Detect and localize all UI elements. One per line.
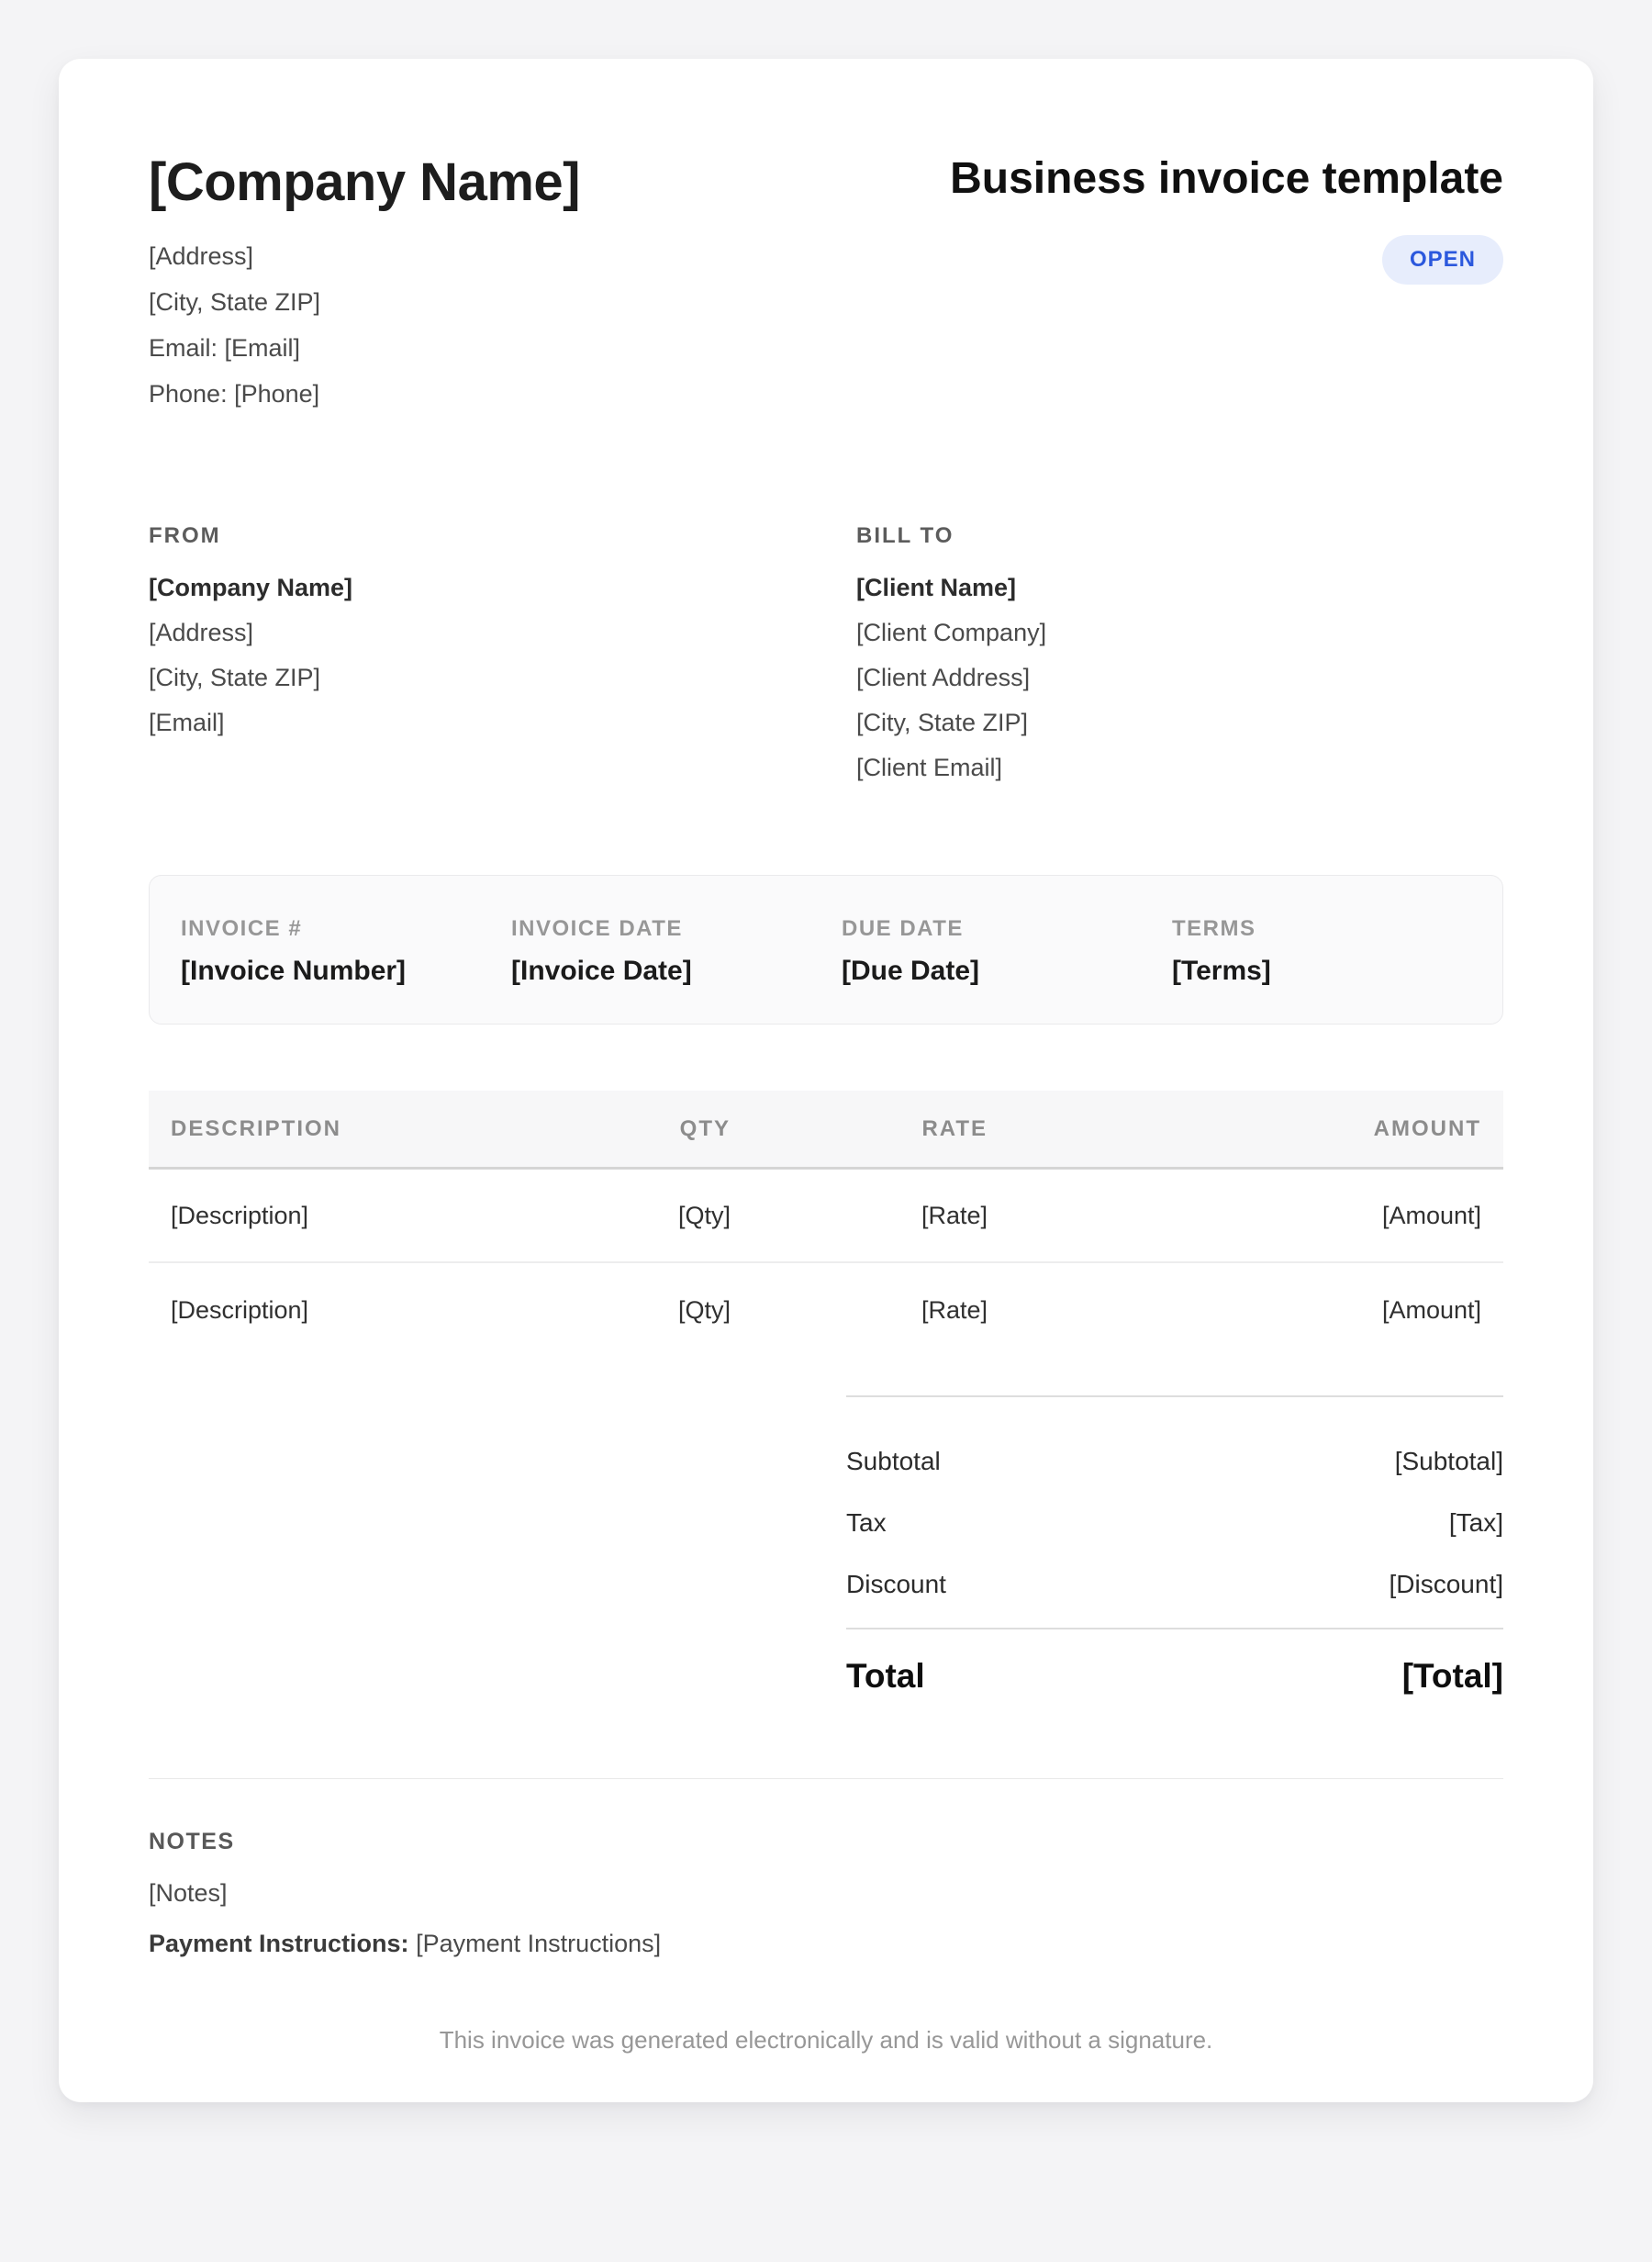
meta-field-terms bbox=[1172, 916, 1502, 987]
status-badge[interactable]: OPEN bbox=[1382, 235, 1503, 285]
cell-rate: [Rate] bbox=[921, 1201, 988, 1229]
column-header-amount: AMOUNT bbox=[1373, 1115, 1481, 1141]
notes-text: [Notes] bbox=[149, 1879, 228, 1907]
meta-field-due-date bbox=[842, 916, 1172, 987]
totals-section bbox=[846, 1395, 1503, 1696]
invoice-header bbox=[149, 152, 1503, 417]
bill-to-line: [Client Company] bbox=[856, 619, 1047, 646]
meta-value: [Due Date] bbox=[842, 956, 980, 986]
column-header-rate: RATE bbox=[921, 1115, 988, 1141]
meta-value: [Terms] bbox=[1172, 956, 1271, 986]
from-line: [Address] bbox=[149, 619, 254, 646]
subtotal-row bbox=[846, 1430, 1503, 1492]
client-name: [Client Name] bbox=[856, 574, 1017, 601]
page-title: Business invoice template bbox=[950, 154, 1503, 203]
meta-field-invoice-number bbox=[181, 916, 511, 987]
total-value: [Total] bbox=[1401, 1657, 1503, 1695]
company-block bbox=[149, 152, 580, 417]
subtotal-label: Subtotal bbox=[846, 1446, 941, 1475]
company-name: [Company Name] bbox=[149, 152, 580, 212]
discount-row bbox=[846, 1553, 1503, 1615]
invoice-card bbox=[59, 59, 1593, 2102]
company-address-line: [Address] bbox=[149, 242, 254, 270]
cell-amount: [Amount] bbox=[1381, 1201, 1481, 1229]
parties-section bbox=[149, 523, 1503, 790]
company-email-line: Email: [Email] bbox=[149, 334, 301, 362]
company-address-line: [City, State ZIP] bbox=[149, 288, 321, 316]
cell-amount: [Amount] bbox=[1381, 1295, 1481, 1324]
column-header-description: DESCRIPTION bbox=[171, 1115, 342, 1141]
bill-to-line: [Client Address] bbox=[856, 664, 1031, 691]
meta-label: TERMS bbox=[1172, 916, 1256, 941]
footer-disclaimer: This invoice was generated electronically and is valid without a signature. bbox=[439, 2026, 1213, 2054]
subtotal-value: [Subtotal] bbox=[1394, 1446, 1503, 1475]
cell-rate: [Rate] bbox=[921, 1295, 988, 1324]
meta-value: [Invoice Date] bbox=[511, 956, 692, 986]
from-block bbox=[149, 523, 856, 790]
meta-value: [Invoice Number] bbox=[181, 956, 407, 986]
company-address-block bbox=[149, 233, 580, 417]
divider bbox=[846, 1628, 1503, 1629]
table-row bbox=[149, 1170, 1503, 1263]
cell-qty: [Qty] bbox=[677, 1295, 731, 1324]
meta-field-invoice-date bbox=[511, 916, 842, 987]
discount-label: Discount bbox=[846, 1569, 946, 1598]
bill-to-line: [City, State ZIP] bbox=[856, 709, 1029, 736]
payment-instructions-label: Payment Instructions: bbox=[149, 1930, 409, 1957]
bill-to-block bbox=[856, 523, 1503, 790]
cell-description: [Description] bbox=[171, 1201, 309, 1229]
tax-row bbox=[846, 1492, 1503, 1553]
bill-to-line: [Client Email] bbox=[856, 754, 1003, 781]
company-phone-line: Phone: [Phone] bbox=[149, 380, 320, 408]
table-header-row bbox=[149, 1091, 1503, 1170]
invoice-meta-panel bbox=[149, 875, 1503, 1025]
cell-description: [Description] bbox=[171, 1295, 309, 1324]
meta-label: DUE DATE bbox=[842, 916, 964, 941]
from-label: FROM bbox=[149, 523, 221, 548]
notes-section bbox=[149, 1829, 1503, 1958]
payment-instructions-value: [Payment Instructions] bbox=[408, 1930, 662, 1957]
from-line: [City, State ZIP] bbox=[149, 664, 321, 691]
total-row bbox=[846, 1657, 1503, 1696]
meta-label: INVOICE # bbox=[181, 916, 303, 941]
meta-label: INVOICE DATE bbox=[511, 916, 683, 941]
divider bbox=[149, 1778, 1503, 1779]
payment-instructions-line bbox=[149, 1930, 1503, 1958]
title-block bbox=[950, 152, 1503, 285]
column-header-qty: QTY bbox=[679, 1115, 731, 1141]
cell-qty: [Qty] bbox=[677, 1201, 731, 1229]
tax-label: Tax bbox=[846, 1507, 887, 1537]
bill-to-label: BILL TO bbox=[856, 523, 954, 548]
notes-label: NOTES bbox=[149, 1829, 235, 1854]
from-name: [Company Name] bbox=[149, 574, 353, 601]
discount-value: [Discount] bbox=[1389, 1569, 1503, 1598]
tax-value: [Tax] bbox=[1448, 1507, 1503, 1537]
total-label: Total bbox=[846, 1657, 925, 1695]
table-row bbox=[149, 1263, 1503, 1357]
line-items-table bbox=[149, 1091, 1503, 1357]
from-line: [Email] bbox=[149, 709, 225, 736]
